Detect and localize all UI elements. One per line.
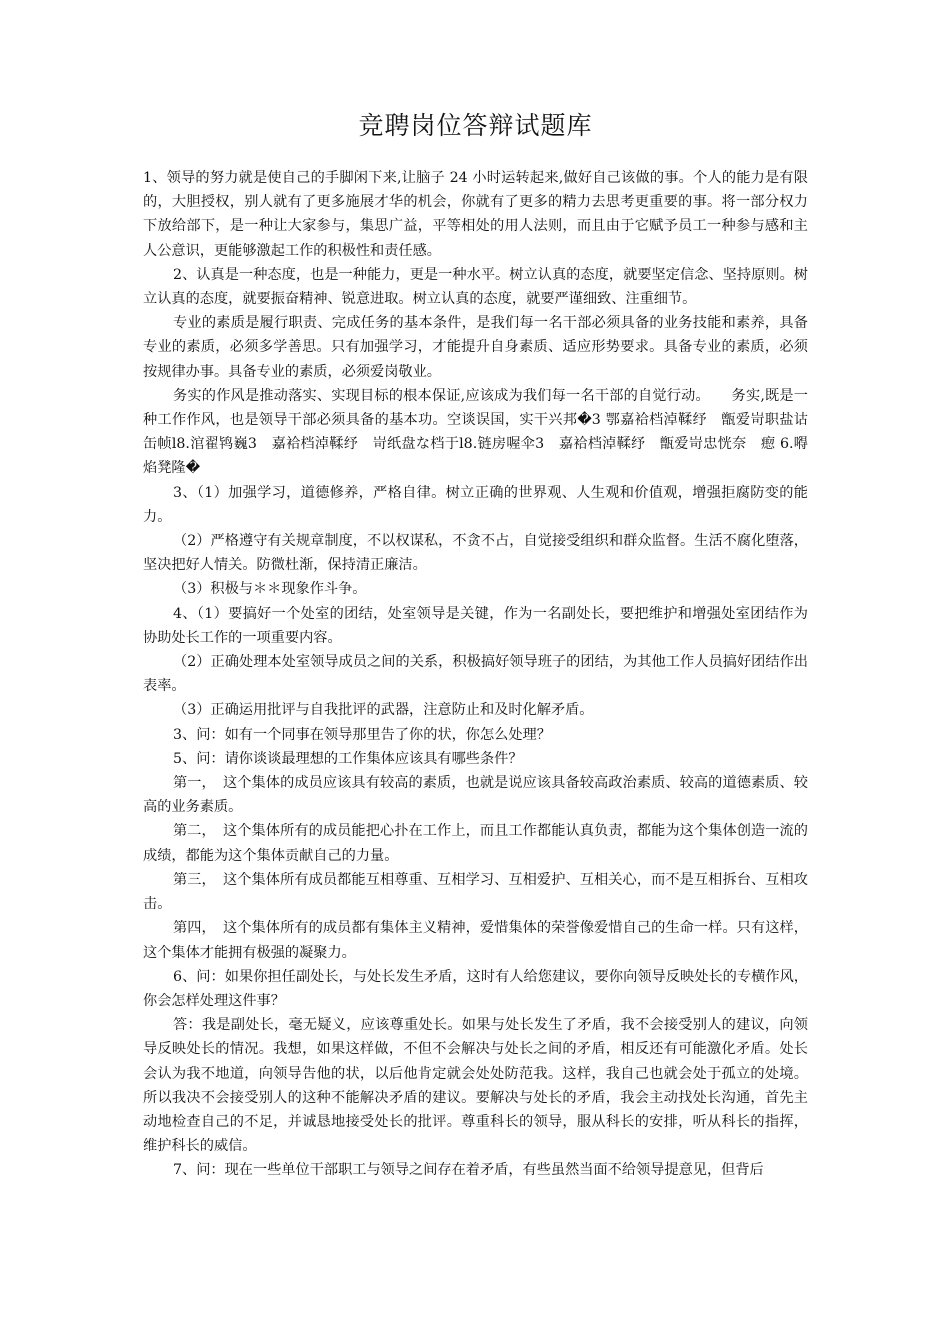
paragraph-9: （2）正确处理本处室领导成员之间的关系，积极搞好领导班子的团结，为其他工作人员搞好团结作出表率。 xyxy=(143,654,808,695)
paragraph-10: （3）正确运用批评与自我批评的武器，注意防止和及时化解矛盾。 xyxy=(173,702,594,719)
paragraph-18: 答：我是副处长，毫无疑义，应该尊重处长。如果与处长发生了矛盾，我不会接受别人的建议，向领导反映处长的情况。我想，如果这样做，不但不会解决与处长之间的矛盾，相反还有可能激化矛盾。处长会认为我不地道，向领导告他的状，以后他肯定就会处处防范我。这样，我自己也就会处于孤立的处境。所以我决不会接受别人的这种不能解决矛盾的建议。要解决与处长的矛盾，我会主动找处长沟通，首先主动地检查自己的不足，并诚恳地接受处长的批评。尊重科长的领导，服从科长的安排，听从科长的指挥，维护科长的威信。 xyxy=(143,1017,808,1155)
document-page xyxy=(143,108,808,1183)
paragraph-14: 第二， 这个集体所有的成员能把心扑在工作上，而且工作都能认真负责，都能为这个集体创造一流的成绩，都能为这个集体贡献自己的力量。 xyxy=(143,823,808,864)
paragraph-6: （2）严格遵守有关规章制度，不以权谋私，不贪不占，自觉接受组织和群众监督。生活不腐化堕落，坚决把好人情关。防微杜渐，保持清正廉洁。 xyxy=(143,533,808,574)
paragraph-12: 5、问：请你谈谈最理想的工作集体应该具有哪些条件？ xyxy=(173,750,523,767)
paragraph-4: 务实的作风是推动落实、实现目标的根本保证,应该成为我们每一名干部的自觉行动。 务实,既是一种工作作风，也是领导干部必须具备的基本功。空谈误国，实干兴邦�3 鄂嘉袷档淖鞣纾 甑爱岢职盐诂缶帧l8.涫翟鸨巍3 嘉袷档淖鞣纾 岢纸盘な档于l8.链房喔伞3 嘉袷档淖鞣纾 甑爱岢忠恍奈 瘛 6.嘚焰凳隆� xyxy=(143,387,808,477)
paragraph-5: 3、（1）加强学习，道德修养，严格自律。树立正确的世界观、人生观和价值观，增强拒腐防变的能力。 xyxy=(143,484,808,525)
paragraph-15: 第三， 这个集体所有成员都能互相尊重、互相学习、互相爱护、互相关心，而不是互相拆台、互相攻击。 xyxy=(143,871,808,913)
paragraph-3: 专业的素质是履行职责、完成任务的基本条件，是我们每一名干部必须具备的业务技能和素养，具备专业的素质，必须多学善思。只有加强学习，才能提升自身素质、适应形势要求。具备专业的素质，必须按规律办事。具备专业的素质，必须爱岗敬业。 xyxy=(143,315,808,380)
paragraph-1: 1、领导的努力就是使自己的手脚闲下来,让脑子 24 小时运转起来,做好自己该做的事。个人的能力是有限的，大胆授权，别人就有了更多施展才华的机会，你就有了更多的精力去思考更重要的事。将一部分权力下放给部下，是一种让大家参与，集思广益，平等相处的用人法则，而且由于它赋予员工一种参与感和主人公意识，更能够激起工作的积极性和责任感。 xyxy=(143,170,808,259)
paragraph-7: （3）积极与＊＊现象作斗争。 xyxy=(173,581,367,598)
paragraph-2: 2、认真是一种态度，也是一种能力，更是一种水平。树立认真的态度，就要坚定信念、坚持原则。树立认真的态度，就要振奋精神、锐意进取。树立认真的态度，就要严谨细致、注重细节。 xyxy=(143,266,808,308)
paragraph-8: 4、（1）要搞好一个处室的团结，处室领导是关键，作为一名副处长，要把维护和增强处室团结作为协助处长工作的一项重要内容。 xyxy=(143,605,808,646)
paragraph-13: 第一， 这个集体的成员应该具有较高的素质，也就是说应该具备较高政治素质、较高的道德素质、较高的业务素质。 xyxy=(143,775,808,816)
paragraph-16: 第四， 这个集体所有的成员都有集体主义精神，爱惜集体的荣誉像爱惜自己的生命一样。只有这样，这个集体才能拥有极强的凝聚力。 xyxy=(143,920,808,961)
document-body xyxy=(143,166,808,1183)
paragraph-19: 7、问：现在一些单位干部职工与领导之间存在着矛盾，有些虽然当面不给领导提意见，但背后 xyxy=(173,1162,764,1179)
paragraph-11: 3、问：如有一个同事在领导那里告了你的状，你怎么处理？ xyxy=(173,726,551,743)
paragraph-17: 6、问：如果你担任副处长，与处长发生矛盾，这时有人给您建议，要你向领导反映处长的专横作风，你会怎样处理这件事？ xyxy=(143,968,808,1009)
document-title: 竞聘岗位答辩试题库 xyxy=(358,111,593,140)
